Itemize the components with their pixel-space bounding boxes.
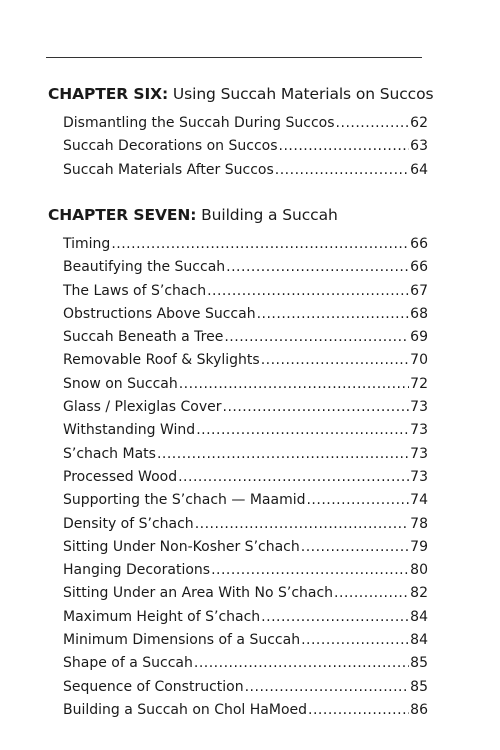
- toc-entry: [63, 326, 428, 349]
- toc-entry-title: Processed Wood: [63, 468, 178, 485]
- dot-leader: [111, 233, 409, 256]
- toc-entry-page: 82: [410, 585, 428, 602]
- toc-entry-page: 84: [410, 608, 428, 625]
- chapter-title: Building a Succah: [201, 206, 338, 224]
- dot-leader: [179, 373, 409, 396]
- dot-leader: [211, 559, 409, 582]
- dot-leader: [157, 443, 409, 466]
- dot-leader: [301, 536, 409, 559]
- chapter-title: Using Succah Materials on Succos: [172, 85, 434, 103]
- top-rule: [46, 57, 422, 58]
- toc-entry-title: Withstanding Wind: [63, 422, 196, 439]
- toc-entry: [63, 582, 428, 605]
- toc-entry: [63, 652, 428, 675]
- dot-leader: [275, 159, 409, 182]
- toc-entry-title: Succah Materials After Succos: [63, 161, 274, 178]
- dot-leader: [223, 396, 410, 419]
- dot-leader: [226, 256, 409, 279]
- toc-entry-title: Shape of a Succah: [63, 655, 193, 672]
- dot-leader: [334, 582, 409, 605]
- toc-entry-title: Beautifying the Succah: [63, 259, 226, 276]
- toc-entry-title: Removable Roof & Skylights: [63, 352, 260, 369]
- toc-entry: [63, 135, 428, 158]
- toc-entry: [63, 303, 428, 326]
- toc-entry: [63, 256, 428, 279]
- toc-entry-page: 69: [410, 329, 428, 346]
- toc-entry-page: 72: [410, 375, 428, 392]
- toc-entry-page: 63: [410, 138, 428, 155]
- chapter-section: [48, 84, 434, 182]
- toc-entry: [63, 676, 428, 699]
- dot-leader: [224, 326, 409, 349]
- toc-entry-page: 73: [410, 445, 428, 462]
- dot-leader: [195, 513, 409, 536]
- dot-leader: [306, 489, 409, 512]
- toc-entry-page: 66: [410, 236, 428, 252]
- toc-entry-title: Sequence of Construction: [63, 678, 244, 695]
- toc-entry-page: 85: [410, 655, 428, 672]
- toc-entry: [63, 466, 428, 489]
- toc-entry-list: [63, 112, 428, 182]
- toc-entry-list: [63, 233, 428, 722]
- toc-entry-title: Succah Decorations on Succos: [63, 138, 278, 155]
- toc-entry: [63, 159, 428, 182]
- toc-entry-page: 73: [410, 399, 428, 416]
- toc-entry-page: 84: [410, 632, 428, 649]
- toc-entry-page: 68: [410, 305, 428, 322]
- toc-entry-title: Minimum Dimensions of a Succah: [63, 632, 301, 649]
- toc-entry: [63, 443, 428, 466]
- toc-entry-page: 67: [410, 282, 428, 299]
- toc-entry-title: Sitting Under an Area With No S’chach: [63, 585, 334, 602]
- dot-leader: [194, 652, 409, 675]
- chapter-section: [48, 205, 428, 722]
- toc-entry-title: Building a Succah on Chol HaMoed: [63, 701, 308, 718]
- toc-entry: [63, 629, 428, 652]
- toc-entry: [63, 513, 428, 536]
- dot-leader: [301, 629, 409, 652]
- toc-entry: [63, 699, 428, 722]
- chapter-heading: [48, 84, 434, 104]
- dot-leader: [245, 676, 410, 699]
- toc-entry: [63, 373, 428, 396]
- toc-entry: [63, 419, 428, 442]
- toc-entry-title: Dismantling the Succah During Succos: [63, 115, 335, 131]
- toc-entry-page: 74: [410, 492, 428, 509]
- toc-entry: [63, 536, 428, 559]
- dot-leader: [178, 466, 409, 489]
- toc-entry-page: 79: [410, 538, 428, 555]
- dot-leader: [207, 280, 409, 303]
- toc-entry-page: 62: [410, 115, 428, 131]
- toc-entry: [63, 489, 428, 512]
- dot-leader: [279, 135, 410, 158]
- toc-entry-page: 78: [410, 515, 428, 532]
- toc-entry-title: Glass / Plexiglas Cover: [63, 399, 222, 416]
- toc-entry-title: Density of S’chach: [63, 515, 194, 532]
- toc-entry-page: 86: [410, 701, 428, 718]
- toc-entry-title: Supporting the S’chach — Maamid: [63, 492, 306, 509]
- toc-entry-title: Sitting Under Non-Kosher S’chach: [63, 538, 300, 555]
- toc-entry-page: 73: [410, 422, 428, 439]
- chapter-number: CHAPTER SIX:: [48, 85, 169, 103]
- toc-entry-title: S’chach Mats: [63, 445, 156, 462]
- toc-entry-title: Timing: [63, 236, 111, 252]
- toc-entry-page: 73: [410, 468, 428, 485]
- dot-leader: [196, 419, 409, 442]
- toc-entry: [63, 606, 428, 629]
- toc-entry: [63, 559, 428, 582]
- toc-entry: [63, 396, 428, 419]
- toc-entry-page: 64: [410, 161, 428, 178]
- toc-entry: [63, 280, 428, 303]
- chapter-number: CHAPTER SEVEN:: [48, 206, 197, 224]
- toc-entry: [63, 233, 428, 256]
- toc-entry: [63, 349, 428, 372]
- toc-entry-title: Snow on Succah: [63, 375, 178, 392]
- toc-entry-title: Succah Beneath a Tree: [63, 329, 224, 346]
- toc-entry-title: The Laws of S’chach: [63, 282, 207, 299]
- toc-entry: [63, 112, 428, 135]
- toc-entry-title: Hanging Decorations: [63, 562, 211, 579]
- toc-entry-page: 80: [410, 562, 428, 579]
- dot-leader: [257, 303, 410, 326]
- chapter-heading: [48, 205, 428, 225]
- toc-entry-page: 66: [410, 259, 428, 276]
- dot-leader: [308, 699, 409, 722]
- toc-entry-page: 85: [410, 678, 428, 695]
- toc-entry-title: Obstructions Above Succah: [63, 305, 256, 322]
- dot-leader: [261, 349, 409, 372]
- dot-leader: [336, 112, 410, 135]
- toc-entry-page: 70: [410, 352, 428, 369]
- dot-leader: [261, 606, 409, 629]
- toc-entry-title: Maximum Height of S’chach: [63, 608, 261, 625]
